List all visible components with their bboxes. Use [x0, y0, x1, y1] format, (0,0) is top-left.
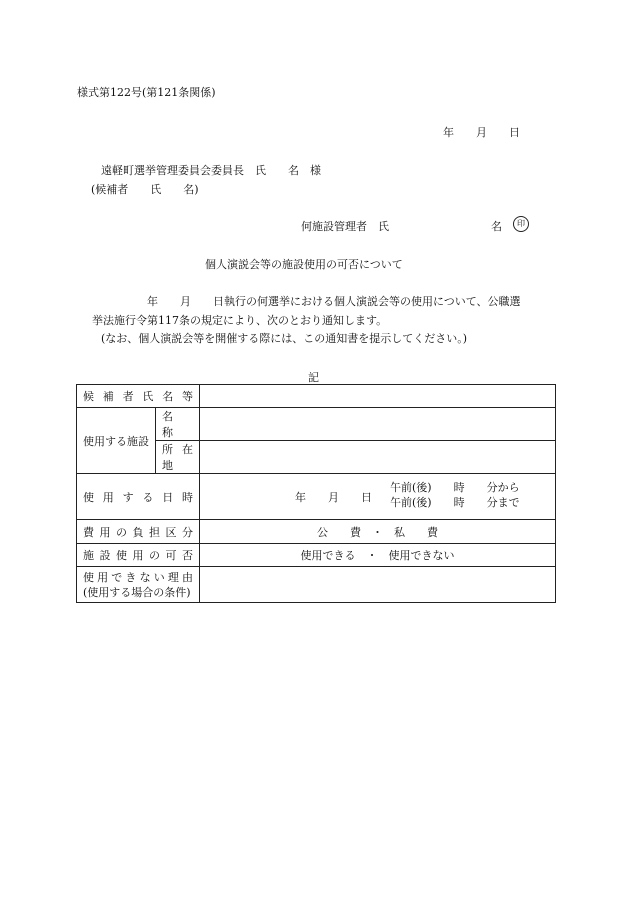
- label-reason-line-2: (使用する場合の条件): [83, 585, 191, 599]
- label-facility-name: 名 称: [156, 408, 200, 441]
- seal-mark: 印: [513, 216, 529, 232]
- label-facility-location: 所在地: [156, 441, 200, 474]
- label-cost: 費用の負担区分: [77, 520, 200, 544]
- addressee-line-1: 遠軽町選挙管理委員会委員長 氏 名 様: [101, 164, 321, 177]
- datetime-to: 午前(後) 時 分まで: [390, 496, 520, 509]
- addressee-line-2: (候補者 氏 名): [91, 183, 199, 196]
- value-reason: [200, 567, 556, 603]
- table-row: [77, 408, 556, 441]
- value-facility-location: [200, 441, 556, 474]
- sender-name-suffix: 名: [491, 220, 502, 233]
- table-row: [77, 567, 556, 603]
- label-reason: [77, 567, 200, 603]
- sender-label: 何施設管理者 氏: [301, 220, 389, 233]
- form-number: 様式第122号(第121条関係): [77, 86, 216, 99]
- label-reason-line-1: 使用できない理由: [83, 570, 193, 584]
- label-facility: 使用する施設: [77, 408, 156, 474]
- ki-heading: 記: [308, 371, 319, 384]
- value-cost: 公 費 ・ 私 費: [200, 520, 556, 544]
- label-availability: 施設使用の可否: [77, 544, 200, 567]
- value-availability: 使用できる ・ 使用できない: [200, 544, 556, 567]
- value-candidate: [200, 385, 556, 408]
- issue-date: 年 月 日: [443, 126, 520, 139]
- body-line-3: (なお、個人演説会等を開催する際には、この通知書を提示してください。): [101, 332, 468, 345]
- document-title: 個人演説会等の施設使用の可否について: [205, 258, 403, 271]
- table-row: [77, 474, 556, 520]
- value-datetime: [200, 474, 556, 520]
- sender-line: [301, 218, 525, 234]
- body-line-2: 挙法施行令第117条の規定により、次のとおり通知します。: [92, 314, 388, 327]
- body-line-1: 年 月 日執行の何選挙における個人演説会等の使用について、公職選: [147, 295, 521, 308]
- value-facility-name: [200, 408, 556, 441]
- table-row: [77, 544, 556, 567]
- table-row: [77, 385, 556, 408]
- label-candidate: 候補者氏名等: [77, 385, 200, 408]
- datetime-from: 午前(後) 時 分から: [390, 481, 520, 494]
- datetime-ymd: 年 月 日: [295, 491, 372, 504]
- label-datetime: 使用する日時: [77, 474, 200, 520]
- details-table: [76, 384, 556, 603]
- table-row: [77, 520, 556, 544]
- datetime-times: [390, 480, 520, 510]
